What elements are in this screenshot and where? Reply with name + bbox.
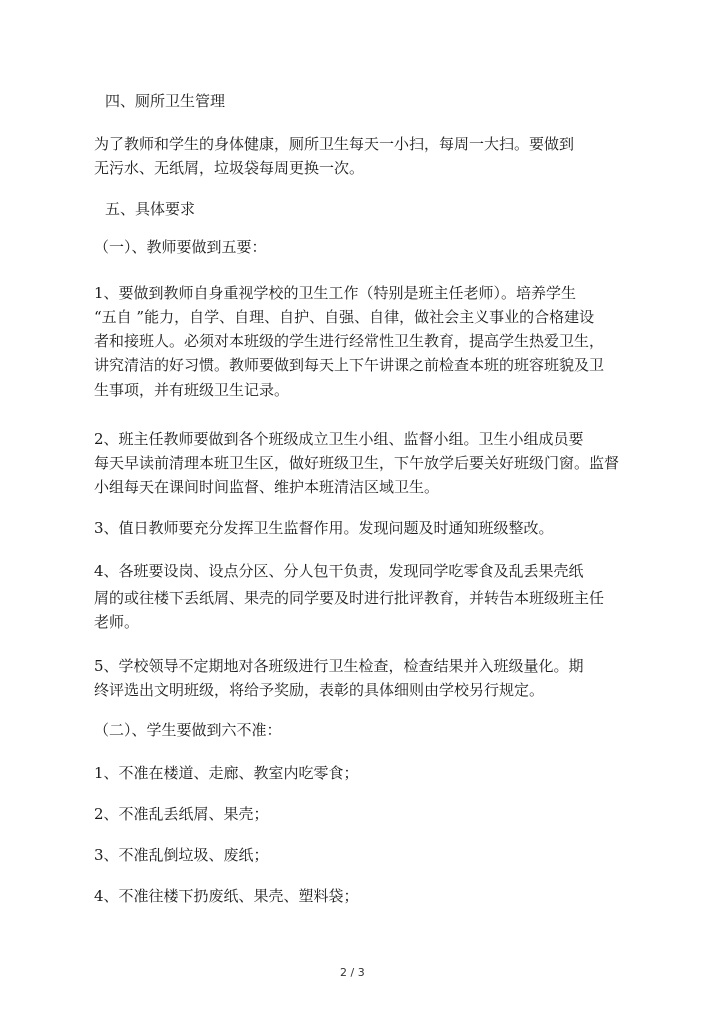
- subheading-teachers: （一）、教师要做到五要：: [94, 238, 267, 256]
- item-1-line-4: 讲究清洁的好习惯。教师要做到每天上下午讲课之前检查本班的班容班貌及卫: [94, 356, 605, 374]
- paragraph-toilet-line-1: 为了教师和学生的身体健康，厕所卫生每天一小扫，每周一大扫。要做到: [94, 135, 575, 153]
- section-heading-requirements: 五、具体要求: [105, 200, 196, 218]
- paragraph-toilet-line-2: 无污水、无纸屑，垃圾袋每周更换一次。: [94, 159, 365, 177]
- item-4-line-3: 老师。: [94, 613, 140, 631]
- item-2-line-1: 2、班主任教师要做到各个班级成立卫生小组、监督小组。卫生小组成员要: [94, 430, 584, 448]
- item-2-line-2: 每天早读前清理本班卫生区，做好班级卫生，下午放学后要关好班级门窗。监督: [94, 454, 620, 472]
- item-2-line-3: 小组每天在课间时间监督、维护本班清洁区域卫生。: [94, 478, 440, 496]
- rule-4: 4、不准往楼下扔废纸、果壳、塑料袋；: [94, 887, 359, 905]
- page-number: 2 / 3: [340, 966, 365, 979]
- rule-2: 2、不准乱丢纸屑、果壳；: [94, 805, 269, 823]
- item-4-line-1: 4、各班要设岗、设点分区、分人包干负责，发现同学吃零食及乱丢果壳纸: [94, 562, 584, 580]
- item-1-line-2: “五自 ”能力，自学、自理、自护、自强、自律，做社会主义事业的合格建设: [94, 308, 595, 326]
- item-5-line-1: 5、学校领导不定期地对各班级进行卫生检查，检查结果并入班级量化。期: [94, 657, 584, 675]
- subheading-students: （二）、学生要做到六不准：: [94, 721, 282, 739]
- item-3: 3、值日教师要充分发挥卫生监督作用。发现问题及时通知班级整改。: [94, 519, 554, 537]
- rule-1: 1、不准在楼道、走廊、教室内吃零食；: [94, 764, 359, 782]
- item-1-line-5: 生事项，并有班级卫生记录。: [94, 381, 290, 399]
- item-5-line-2: 终评选出文明班级，将给予奖励，表彰的具体细则由学校另行规定。: [94, 681, 545, 699]
- item-1-line-3: 者和接班人。必须对本班级的学生进行经常性卫生教育，提高学生热爱卫生，: [94, 332, 605, 350]
- rule-3: 3、不准乱倒垃圾、废纸；: [94, 846, 269, 864]
- item-1-line-1: 1、要做到教师自身重视学校的卫生工作（特别是班主任老师）。培养学生: [94, 284, 577, 302]
- section-heading-toilet: 四、厕所卫生管理: [105, 92, 226, 110]
- item-4-line-2: 屑的或往楼下丢纸屑、果壳的同学要及时进行批评教育，并转告本班级班主任: [94, 589, 605, 607]
